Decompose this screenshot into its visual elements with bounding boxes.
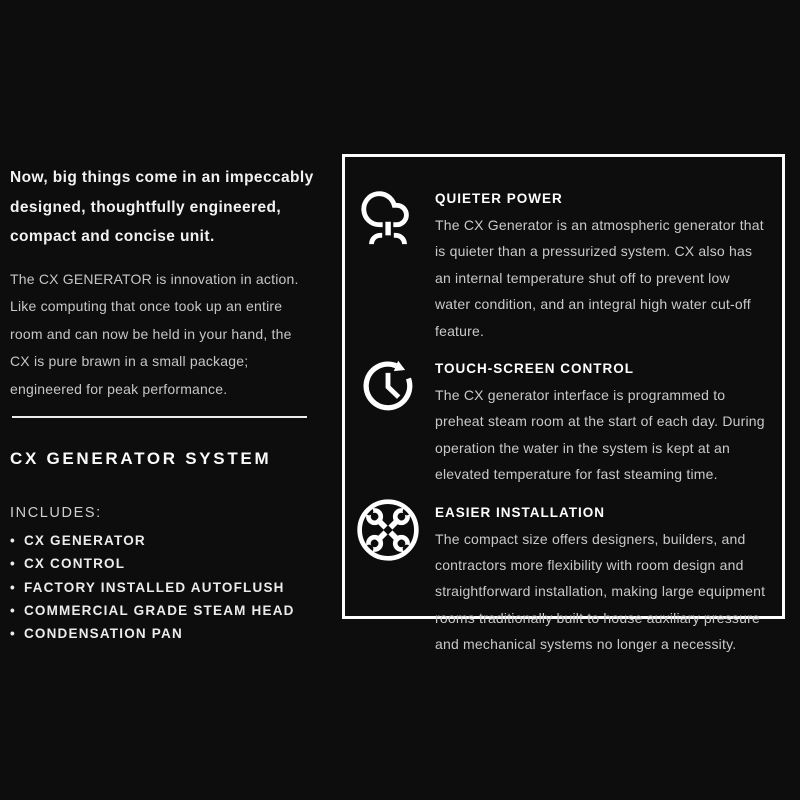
bullet-icon: • — [10, 626, 16, 642]
list-item — [10, 622, 326, 645]
preheat-clock-icon — [357, 353, 419, 417]
feature-body: The CX generator interface is programmed to preheat steam room at the start of each day. During operation the water in the system is kept at an elevated temperature for fast steaming time. — [435, 387, 765, 483]
includes-label: INCLUDES: — [10, 505, 102, 521]
feature-text — [435, 353, 769, 488]
steam-cloud-icon — [357, 183, 419, 247]
includes-list — [10, 529, 326, 645]
list-item — [10, 529, 326, 552]
feature-text — [435, 497, 769, 658]
divider — [12, 416, 307, 418]
list-item — [10, 599, 326, 622]
feature-text — [435, 183, 769, 344]
feature-body: The CX Generator is an atmospheric generator that is quieter than a pressurized system. CX also has an internal temperature shut off to prevent low water condition, and an integral high water cut-off feature. — [435, 217, 764, 339]
feature-quieter-power — [357, 183, 770, 344]
feature-title: TOUCH-SCREEN CONTROL — [435, 361, 635, 377]
section-title: CX GENERATOR SYSTEM — [10, 449, 272, 468]
list-item — [10, 552, 326, 575]
list-item-label: CX CONTROL — [23, 556, 126, 572]
features-panel — [342, 154, 785, 653]
list-item-label: COMMERCIAL GRADE STEAM HEAD — [23, 602, 295, 618]
list-item-label: CX GENERATOR — [23, 533, 146, 548]
bullet-icon: • — [10, 579, 16, 595]
crossed-wrenches-icon — [357, 497, 419, 561]
list-item-label: FACTORY INSTALLED AUTOFLUSH — [23, 579, 285, 595]
feature-body: The compact size offers designers, builders, and contractors more flexibility with room design and straightforward installation, making large equipment rooms traditionally built to house auxiliary pressure and mechanical systems no longer a necessity. — [435, 530, 766, 653]
feature-title: EASIER INSTALLATION — [435, 504, 605, 520]
bullet-icon: • — [10, 602, 16, 618]
list-item — [10, 576, 326, 599]
headline: Now, big things come in an impeccably designed, thoughtfully engineered, compact and concise unit. — [10, 169, 314, 245]
bullet-icon: • — [10, 533, 16, 548]
bullet-icon: • — [10, 556, 16, 572]
feature-title: QUIETER POWER — [435, 191, 563, 206]
feature-touch-screen-control — [357, 353, 770, 488]
intro-section — [10, 163, 326, 645]
feature-easier-installation — [357, 497, 770, 658]
list-item-label: CONDENSATION PAN — [23, 626, 183, 642]
intro-paragraph: The CX GENERATOR is innovation in action. Like computing that once took up an entire room and can now be held in your hand, the CX is pure brawn in a small package; engineered for peak performance. — [10, 270, 299, 397]
